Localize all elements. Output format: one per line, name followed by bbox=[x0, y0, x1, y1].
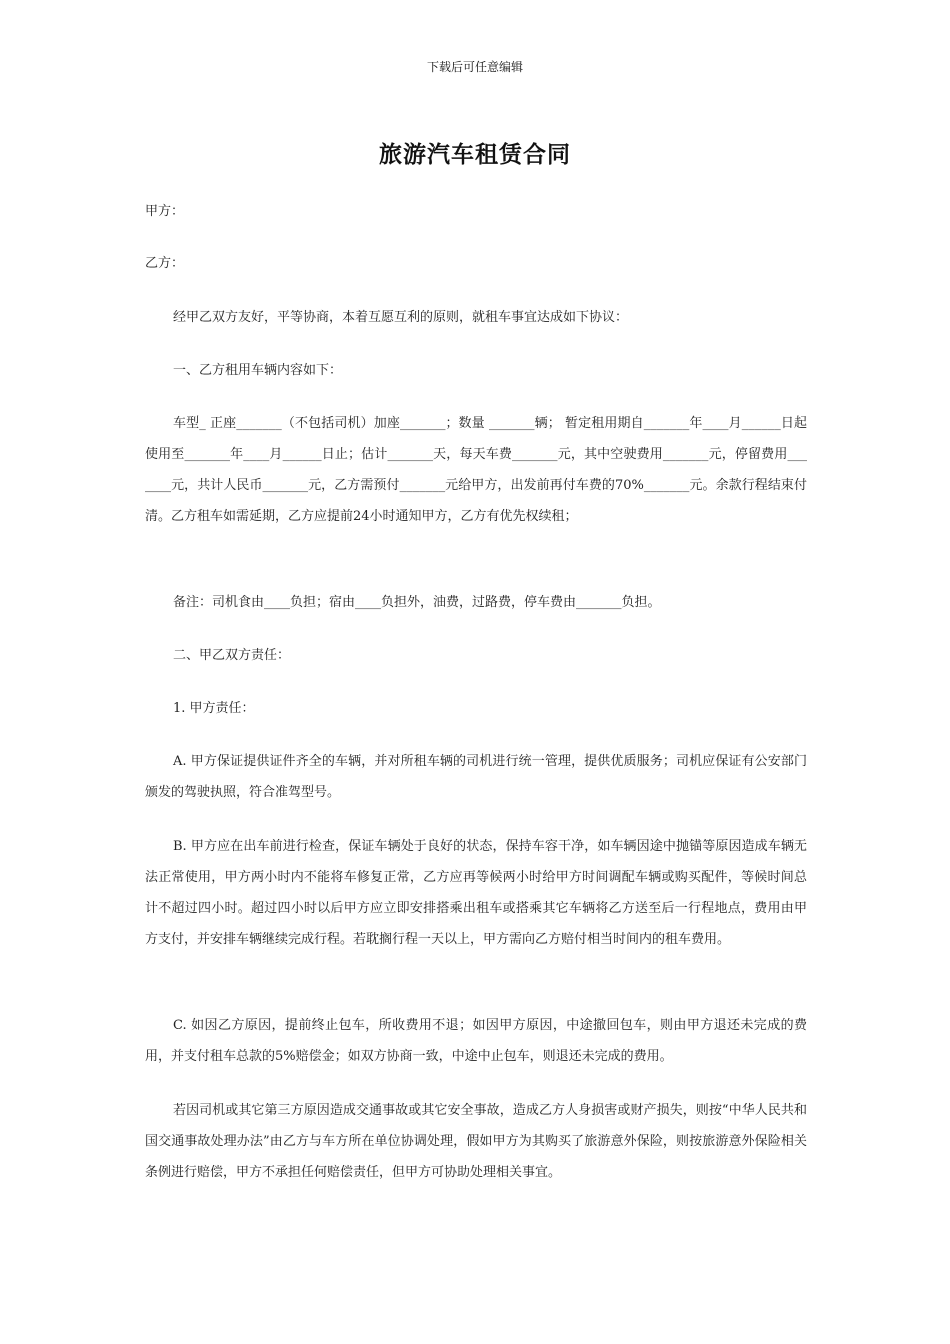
clause-b: B. 甲方应在出车前进行检查，保证车辆处于良好的状态，保持车容干净，如车辆因途中抛锚等原因造成车辆无法正常使用，甲方两小时内不能将车修复正常，乙方应再等候两小时给甲方时间调配车辆或购买配件，等候时间总计不超过四小时。超过四小时以后甲方应立即安排搭乘出租车或搭乘其它车辆将乙方送至后一行程地点，费用由甲方支付，并安排车辆继续完成行程。若耽搁行程一天以上，甲方需向乙方赔付相当时间内的租车费用。 bbox=[145, 839, 807, 947]
item-1-heading: 1. 甲方责任： bbox=[173, 701, 255, 716]
clause-c: C. 如因乙方原因，提前终止包车，所收费用不退；如因甲方原因，中途撤回包车，则由甲方退还未完成的费用，并支付租车总款的5%赔偿金；如双方协商一致，中途中止包车，则退还未完成的费用。 bbox=[145, 1018, 807, 1064]
remark-paragraph: 备注：司机食由____负担；宿由____负担外，油费，过路费，停车费由_______负担。 bbox=[173, 595, 661, 610]
vehicle-clause: 车型_ 正座_______（不包括司机）加座_______；数量 _______辆； 暂定租用期自_______年____月______日起使用至_______年____月______日止；估计_______天，每天车费_______元，其中空驶费用_______元，停留费用_______元，共计人民币_______元，乙方需预付_______元给甲方，出发前再付车费的70%_______元。余款行程结束付清。乙方租车如需延期，乙方应提前24小时通知甲方，乙方有优先权续租； bbox=[145, 416, 807, 524]
intro-paragraph: 经甲乙双方友好，平等协商，本着互愿互利的原则，就租车事宜达成如下协议： bbox=[173, 310, 629, 325]
accident-clause: 若因司机或其它第三方原因造成交通事故或其它安全事故，造成乙方人身损害或财产损失，则按“中华人民共和国交通事故处理办法”由乙方与车方所在单位协调处理，假如甲方为其购买了旅游意外保险，则按旅游意外保险相关条例进行赔偿，甲方不承担任何赔偿责任，但甲方可协助处理相关事宜。 bbox=[145, 1103, 807, 1180]
header-note: 下载后可任意编辑 bbox=[426, 60, 523, 74]
section-2-heading: 二、甲乙双方责任： bbox=[173, 648, 291, 663]
document-title: 旅游汽车租赁合同 bbox=[379, 142, 571, 168]
section-1-heading: 一、乙方租用车辆内容如下： bbox=[173, 363, 343, 378]
party-b-line: 乙方： bbox=[145, 256, 185, 271]
party-a-line: 甲方： bbox=[145, 204, 185, 219]
clause-a: A. 甲方保证提供证件齐全的车辆，并对所租车辆的司机进行统一管理，提供优质服务；司机应保证有公安部门颁发的驾驶执照，符合准驾型号。 bbox=[145, 754, 807, 800]
